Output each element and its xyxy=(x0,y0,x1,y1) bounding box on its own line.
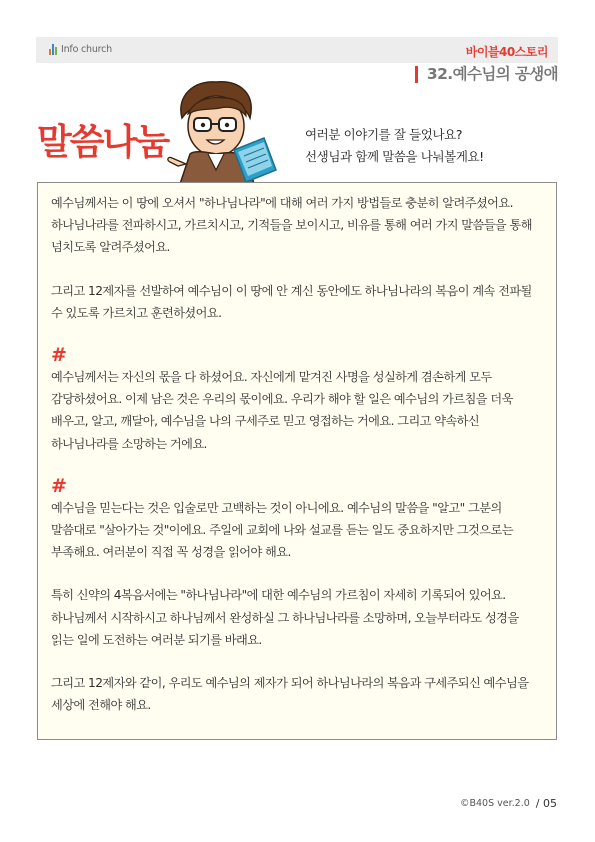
chapter-title: 32.예수님의 공생애 xyxy=(415,66,558,83)
content-box xyxy=(37,182,557,740)
paragraph: 예수님께서는 자신의 몫을 다 하셨어요. 자신에게 맡겨진 사명을 성실하게 겸손하게 모두 감당하셨어요. 이제 남은 것은 우리의 몫이에요. 우리가 해야 할 일은 예수님의 가르침을 더욱 배우고, 알고, 깨달아, 예수님을 나의 구세주로 믿고 영접하는 거에요. 그리고 약속하신 하나님나라를 소망하는 거에요. xyxy=(51,370,513,451)
teacher-reading-book-icon xyxy=(164,74,284,184)
paragraph: 그리고 12제자를 선발하여 예수님이 이 땅에 안 계신 동안에도 하나님나라의 복음이 계속 전파될 수 있도록 가르치고 훈련하셨어요. xyxy=(51,283,532,320)
section-title: 말씀나눔 xyxy=(37,122,169,163)
info-church-logo xyxy=(49,44,112,55)
intro-message xyxy=(305,124,484,168)
paragraph: 예수님을 믿는다는 것은 입술로만 고백하는 것이 아니에요. 예수님의 말씀을 "알고" 그분의 말씀대로 "살아가는 것"이에요. 주일에 교회에 나와 설교를 듣는 일도 중요하지만 그것으로는 부족해요. 여러분이 직접 꼭 성경을 읽어야 해요. xyxy=(51,500,513,560)
hash-divider: # xyxy=(51,474,67,497)
logo-text: Info church xyxy=(61,44,113,55)
paragraph: 예수님께서는 이 땅에 오셔서 "하나님나라"에 대해 여러 가지 방법들로 충분히 알려주셨어요. 하나님나라를 전파하시고, 가르치시고, 기적들을 보이시고, 비유를 통해 여러 가지 말씀들을 통해 넘치도록 알려주셨어요. xyxy=(51,196,532,255)
hash-divider: # xyxy=(51,344,67,367)
intro-line: 여러분 이야기를 잘 들었나요? xyxy=(305,127,463,142)
page-number: / 05 xyxy=(535,797,557,810)
header-bar xyxy=(36,37,558,63)
intro-line: 선생님과 함께 말씀을 나눠볼게요! xyxy=(305,149,484,164)
paragraph: 그리고 12제자와 같이, 우리도 예수님의 제자가 되어 하나님나라의 복음과 구세주되신 예수님을 세상에 전해야 해요. xyxy=(51,676,529,713)
info-church-logo-icon xyxy=(49,44,57,55)
paragraph: 특히 신약의 4복음서에는 "하나님나라"에 대한 예수님의 가르침이 자세히 기록되어 있어요. 하나님께서 시작하시고 하나님께서 완성하실 그 하나님나라를 소망하며, 오늘부터라도 성경을 읽는 일에 도전하는 여러분 되기를 바래요. xyxy=(51,588,519,647)
version-label: ©B40S ver.2.0 xyxy=(460,798,530,809)
footer xyxy=(460,797,557,810)
series-title: 바이블40스토리 xyxy=(465,45,548,59)
